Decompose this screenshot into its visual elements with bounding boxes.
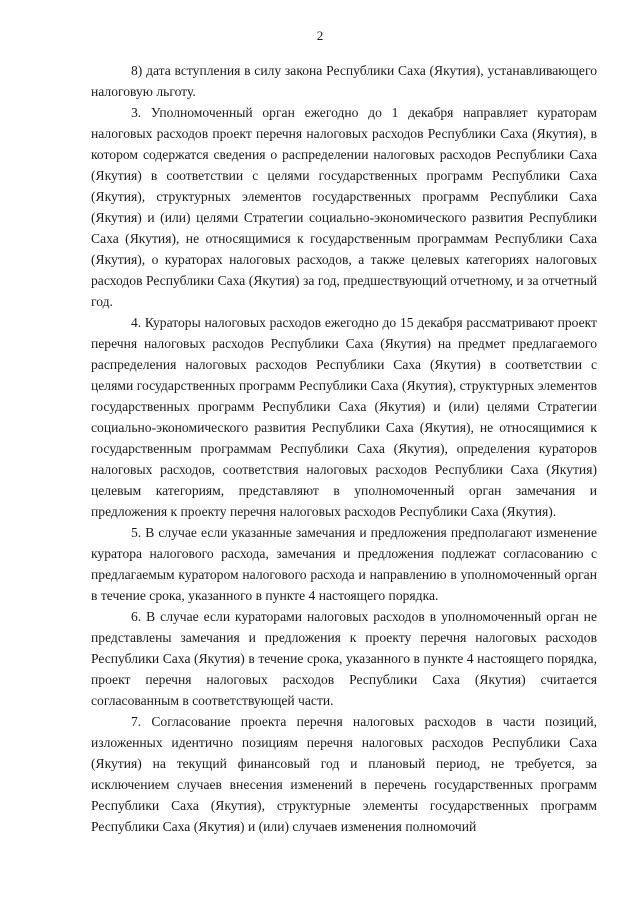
paragraph-6: 6. В случае если кураторами налоговых расходов в уполномоченный орган не представлены замечания и предложения к проекту перечня налоговых расходов Республики Саха (Якутия) в течение срока, указанного в пункте 4 настоящего порядка, проект перечня налоговых расходов Республики Саха (Якутия) считается согласованным в соответствующей части. (91, 609, 597, 708)
paragraph-3: 3. Уполномоченный орган ежегодно до 1 декабря направляет кураторам налоговых расходов проект перечня налоговых расходов Республики Саха (Якутия), в котором содержатся сведения о распределении налоговых расходов Республики Саха (Якутия) в соответствии с целями государственных программ Республики Саха (Якутия), структурных элементов государственных программ Республики Саха (Якутия) и (или) целями Стратегии социально-экономического развития Республики Саха (Якутия), не относящимися к государственным программам Республики Саха (Якутия), о кураторах налоговых расходов, а также целевых категориях налоговых расходов Республики Саха (Якутия) за год, предшествующий отчетному, и за отчетный год. (91, 105, 597, 309)
page-number: 2 (316, 28, 324, 43)
paragraph-item-8: 8) дата вступления в силу закона Республики Саха (Якутия), устанавливающего налоговую льготу. (91, 63, 597, 99)
paragraph-7: 7. Согласование проекта перечня налоговых расходов в части позиций, изложенных идентично позициям перечня налоговых расходов Республики Саха (Якутия) на текущий финансовый год и плановый период, не требуется, за исключением случаев внесения изменений в перечень государственных программ Республики Саха (Якутия), структурные элементы государственных программ Республики Саха (Якутия) и (или) случаев изменения полномочий (91, 714, 597, 834)
paragraph-4: 4. Кураторы налоговых расходов ежегодно до 15 декабря рассматривают проект перечня налоговых расходов Республики Саха (Якутия) на предмет предлагаемого распределения налоговых расходов Республики Саха (Якутия) в соответствии с целями государственных программ Республики Саха (Якутия), структурных элементов государственных программ Республики Саха (Якутия) и (или) целями Стратегии социально-экономического развития Республики Саха (Якутия), не относящимися к государственным программам Республики Саха (Якутия), определения кураторов налоговых расходов, соответствия налоговых расходов Республики Саха (Якутия) целевым категориям, представляют в уполномоченный орган замечания и предложения к проекту перечня налоговых расходов Республики Саха (Якутия). (91, 315, 597, 519)
paragraph-5: 5. В случае если указанные замечания и предложения предполагают изменение куратора налогового расхода, замечания и предложения подлежат согласованию с предлагаемым куратором налогового расхода и направлению в уполномоченный орган в течение срока, указанного в пункте 4 настоящего порядка. (91, 525, 597, 603)
document-body (91, 60, 597, 837)
